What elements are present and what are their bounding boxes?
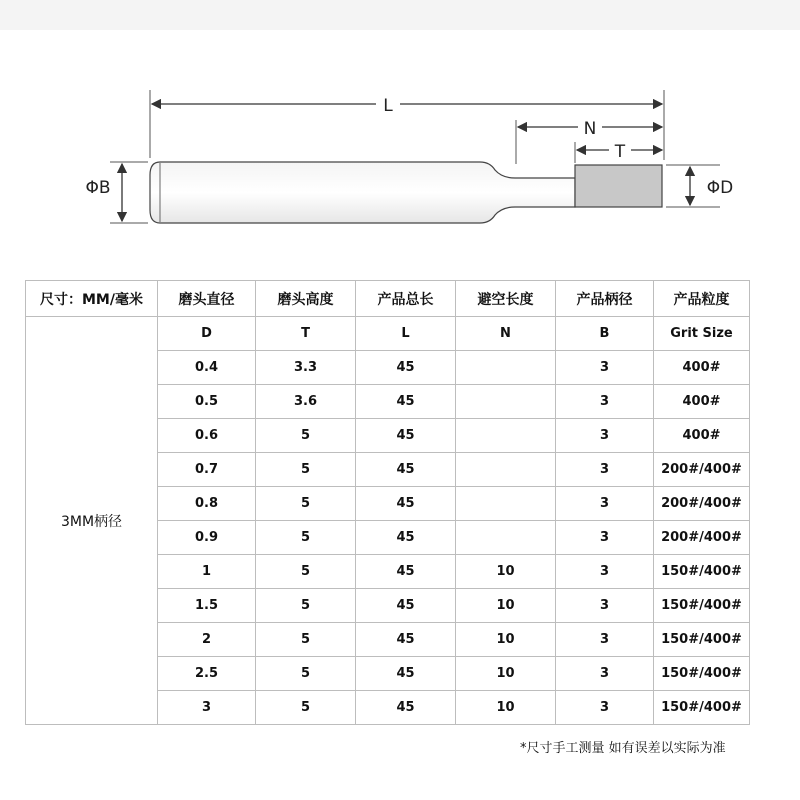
cell-grit: 150#/400# <box>654 691 750 725</box>
cell-t: 5 <box>256 521 356 555</box>
header-total-length: 产品总长 <box>356 281 456 317</box>
cell-d: 1.5 <box>158 589 256 623</box>
cell-b: 3 <box>556 487 654 521</box>
header-head-height: 磨头高度 <box>256 281 356 317</box>
cell-grit: 150#/400# <box>654 555 750 589</box>
subheader-d: D <box>158 317 256 351</box>
dimension-B-label: ΦB <box>85 178 111 198</box>
cell-d: 0.6 <box>158 419 256 453</box>
cell-b: 3 <box>556 555 654 589</box>
cell-d: 0.4 <box>158 351 256 385</box>
cell-t: 5 <box>256 623 356 657</box>
cell-n <box>456 419 556 453</box>
tool-diagram <box>0 60 800 260</box>
cell-l: 45 <box>356 555 456 589</box>
cell-n: 10 <box>456 555 556 589</box>
cell-grit: 400# <box>654 351 750 385</box>
cell-l: 45 <box>356 657 456 691</box>
cell-d: 0.7 <box>158 453 256 487</box>
cell-b: 3 <box>556 453 654 487</box>
cell-l: 45 <box>356 385 456 419</box>
cell-grit: 150#/400# <box>654 623 750 657</box>
subheader-b: B <box>556 317 654 351</box>
cell-l: 45 <box>356 691 456 725</box>
cell-l: 45 <box>356 521 456 555</box>
cell-t: 5 <box>256 589 356 623</box>
cell-grit: 200#/400# <box>654 521 750 555</box>
dimension-N-label: N <box>583 119 597 139</box>
cell-b: 3 <box>556 589 654 623</box>
header-grit: 产品粒度 <box>654 281 750 317</box>
cell-n <box>456 487 556 521</box>
header-shank-diameter: 产品柄径 <box>556 281 654 317</box>
cell-d: 3 <box>158 691 256 725</box>
cell-l: 45 <box>356 419 456 453</box>
group-label: 3MM柄径 <box>26 317 158 725</box>
subheader-n: N <box>456 317 556 351</box>
dimension-L-label: L <box>383 96 393 116</box>
cell-n <box>456 385 556 419</box>
cell-grit: 150#/400# <box>654 589 750 623</box>
cell-grit: 400# <box>654 419 750 453</box>
cell-n <box>456 521 556 555</box>
cell-grit: 400# <box>654 385 750 419</box>
subheader-t: T <box>256 317 356 351</box>
cell-l: 45 <box>356 487 456 521</box>
cell-t: 3.3 <box>256 351 356 385</box>
cell-l: 45 <box>356 453 456 487</box>
cell-t: 5 <box>256 419 356 453</box>
header-clearance-length: 避空长度 <box>456 281 556 317</box>
spec-table <box>25 280 750 725</box>
cell-b: 3 <box>556 691 654 725</box>
cell-d: 0.5 <box>158 385 256 419</box>
header-head-diameter: 磨头直径 <box>158 281 256 317</box>
header-size: 尺寸：MM/毫米 <box>26 281 158 317</box>
cell-l: 45 <box>356 589 456 623</box>
dimension-T-label: T <box>614 142 626 162</box>
cell-d: 0.8 <box>158 487 256 521</box>
cell-n <box>456 453 556 487</box>
footnote: *尺寸手工测量 如有误差以实际为准 <box>520 741 726 756</box>
grinding-head <box>575 165 662 207</box>
cell-d: 2 <box>158 623 256 657</box>
cell-b: 3 <box>556 351 654 385</box>
cell-b: 3 <box>556 419 654 453</box>
cell-n <box>456 351 556 385</box>
cell-t: 5 <box>256 453 356 487</box>
cell-grit: 200#/400# <box>654 487 750 521</box>
cell-n: 10 <box>456 589 556 623</box>
tool-shank <box>150 162 575 223</box>
cell-t: 5 <box>256 691 356 725</box>
subheader-row <box>26 317 750 351</box>
cell-t: 5 <box>256 487 356 521</box>
dimension-D-label: ΦD <box>706 178 734 198</box>
cell-n: 10 <box>456 691 556 725</box>
cell-l: 45 <box>356 351 456 385</box>
cell-b: 3 <box>556 623 654 657</box>
subheader-grit: Grit Size <box>654 317 750 351</box>
cell-n: 10 <box>456 657 556 691</box>
cell-t: 3.6 <box>256 385 356 419</box>
cell-b: 3 <box>556 385 654 419</box>
cell-b: 3 <box>556 521 654 555</box>
cell-grit: 150#/400# <box>654 657 750 691</box>
cell-b: 3 <box>556 657 654 691</box>
cell-grit: 200#/400# <box>654 453 750 487</box>
cell-d: 2.5 <box>158 657 256 691</box>
cell-t: 5 <box>256 555 356 589</box>
cell-d: 1 <box>158 555 256 589</box>
cell-n: 10 <box>456 623 556 657</box>
cell-d: 0.9 <box>158 521 256 555</box>
cell-l: 45 <box>356 623 456 657</box>
header-row <box>26 281 750 317</box>
top-band <box>0 0 800 30</box>
subheader-l: L <box>356 317 456 351</box>
cell-t: 5 <box>256 657 356 691</box>
